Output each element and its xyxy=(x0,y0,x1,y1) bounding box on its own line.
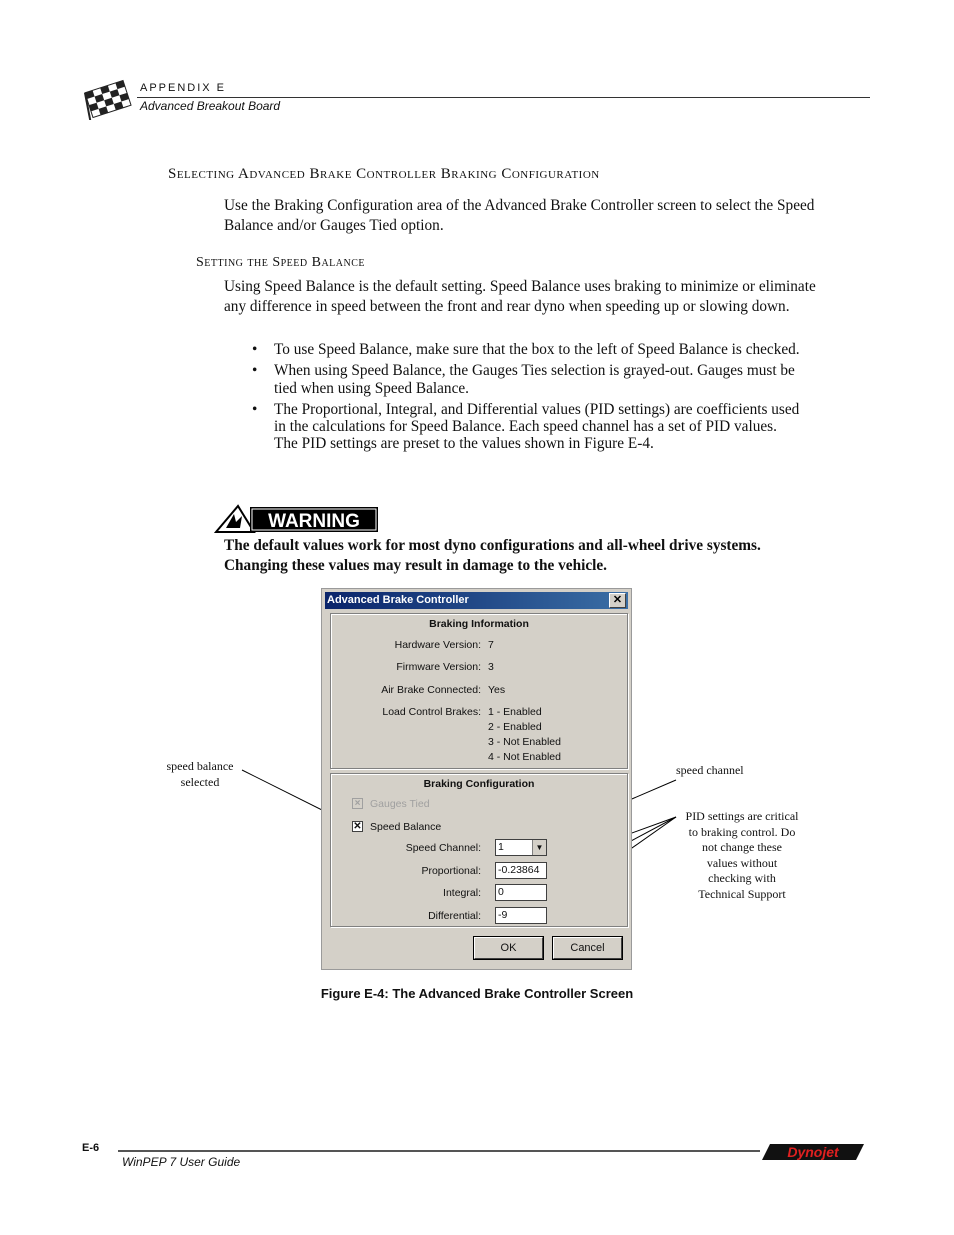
firmware-version-label: Firmware Version: xyxy=(396,661,481,673)
svg-text:Dynojet: Dynojet xyxy=(787,1144,839,1160)
differential-input[interactable]: -9 xyxy=(495,907,547,924)
load-control-value: 1 - Enabled xyxy=(488,706,542,718)
hardware-version-label: Hardware Version: xyxy=(394,639,481,651)
proportional-label: Proportional: xyxy=(421,865,481,877)
hardware-version-value: 7 xyxy=(488,639,494,651)
air-brake-label: Air Brake Connected: xyxy=(381,684,481,696)
braking-information-group xyxy=(330,613,628,769)
page-number: E-6 xyxy=(82,1142,100,1154)
footer-title: WinPEP 7 User Guide xyxy=(122,1155,241,1169)
air-brake-value: Yes xyxy=(488,684,506,696)
differential-label: Differential: xyxy=(428,910,481,922)
chevron-down-icon[interactable]: ▼ xyxy=(532,840,546,855)
callout-speed-balance: speed balance selected xyxy=(166,759,234,789)
speed-balance-label: Speed Balance xyxy=(370,821,442,833)
warning-text: The default values work for most dyno configurations and all-wheel drive systems. Changing these values may result in damage to the vehicle. xyxy=(224,537,761,574)
speed-balance-checkbox[interactable]: ✕ xyxy=(353,821,362,832)
group-title: Braking Information xyxy=(429,618,529,630)
appendix-subtitle: Advanced Breakout Board xyxy=(140,99,281,113)
ok-button[interactable]: OK xyxy=(474,937,543,959)
advanced-brake-controller-dialog xyxy=(321,588,632,970)
intro-paragraph: Use the Braking Configuration area of the Advanced Brake Controller screen to select the Speed Balance and/or Gauges Tied option. xyxy=(224,197,815,234)
load-control-value: 4 - Not Enabled xyxy=(488,751,561,763)
firmware-version-value: 3 xyxy=(488,661,494,673)
warning-label: WARNING xyxy=(268,511,360,532)
speed-balance-paragraph: Using Speed Balance is the default setting. Speed Balance uses braking to minimize or eliminate any difference in speed between the front and rear dyno when speeding up or slowing down. xyxy=(224,278,816,315)
figure-caption: Figure E-4: The Advanced Brake Controller Screen xyxy=(320,986,634,1001)
integral-input[interactable]: 0 xyxy=(495,884,547,901)
speed-channel-label: Speed Channel: xyxy=(405,842,481,854)
load-control-label: Load Control Brakes: xyxy=(382,706,481,718)
group-title: Braking Configuration xyxy=(423,778,535,790)
list-item: • The Proportional, Integral, and Differential values (PID settings) are coefficients used in the calculations for Speed Balance. Each speed channel has a set of PID values. The PID settings are preset to the values shown in Figure E-4. xyxy=(252,401,804,453)
integral-label: Integral: xyxy=(443,887,481,899)
cancel-button[interactable]: Cancel xyxy=(553,937,622,959)
load-control-value: 3 - Not Enabled xyxy=(488,736,561,748)
speed-channel-select[interactable]: 1 ▼ xyxy=(495,839,547,856)
subsection-heading: Setting the Speed Balance xyxy=(196,255,365,270)
dynojet-logo xyxy=(760,1140,866,1164)
dialog-title-bar xyxy=(325,592,628,609)
callout-speed-channel: speed channel xyxy=(676,763,744,777)
section-heading: Selecting Advanced Brake Controller Braking Configuration xyxy=(168,166,600,182)
footer-rule xyxy=(118,1150,760,1152)
appendix-label: APPENDIX E xyxy=(140,82,227,94)
callout-pid: PID settings are critical to braking control. Do not change these values without checking with Technical Support xyxy=(685,809,799,901)
gauges-tied-checkbox[interactable]: × xyxy=(352,798,363,809)
gauges-tied-label: Gauges Tied xyxy=(370,798,430,810)
dialog-title: Advanced Brake Controller xyxy=(327,594,469,606)
list-item: • When using Speed Balance, the Gauges Ties selection is grayed-out. Gauges must be tied when using Speed Balance. xyxy=(252,362,804,397)
proportional-input[interactable]: -0.23864 xyxy=(495,862,547,879)
braking-configuration-group xyxy=(330,773,628,927)
close-icon[interactable]: ✕ xyxy=(609,593,626,608)
list-item: • To use Speed Balance, make sure that the box to the left of Speed Balance is checked. xyxy=(252,341,804,358)
load-control-value: 2 - Enabled xyxy=(488,721,542,733)
